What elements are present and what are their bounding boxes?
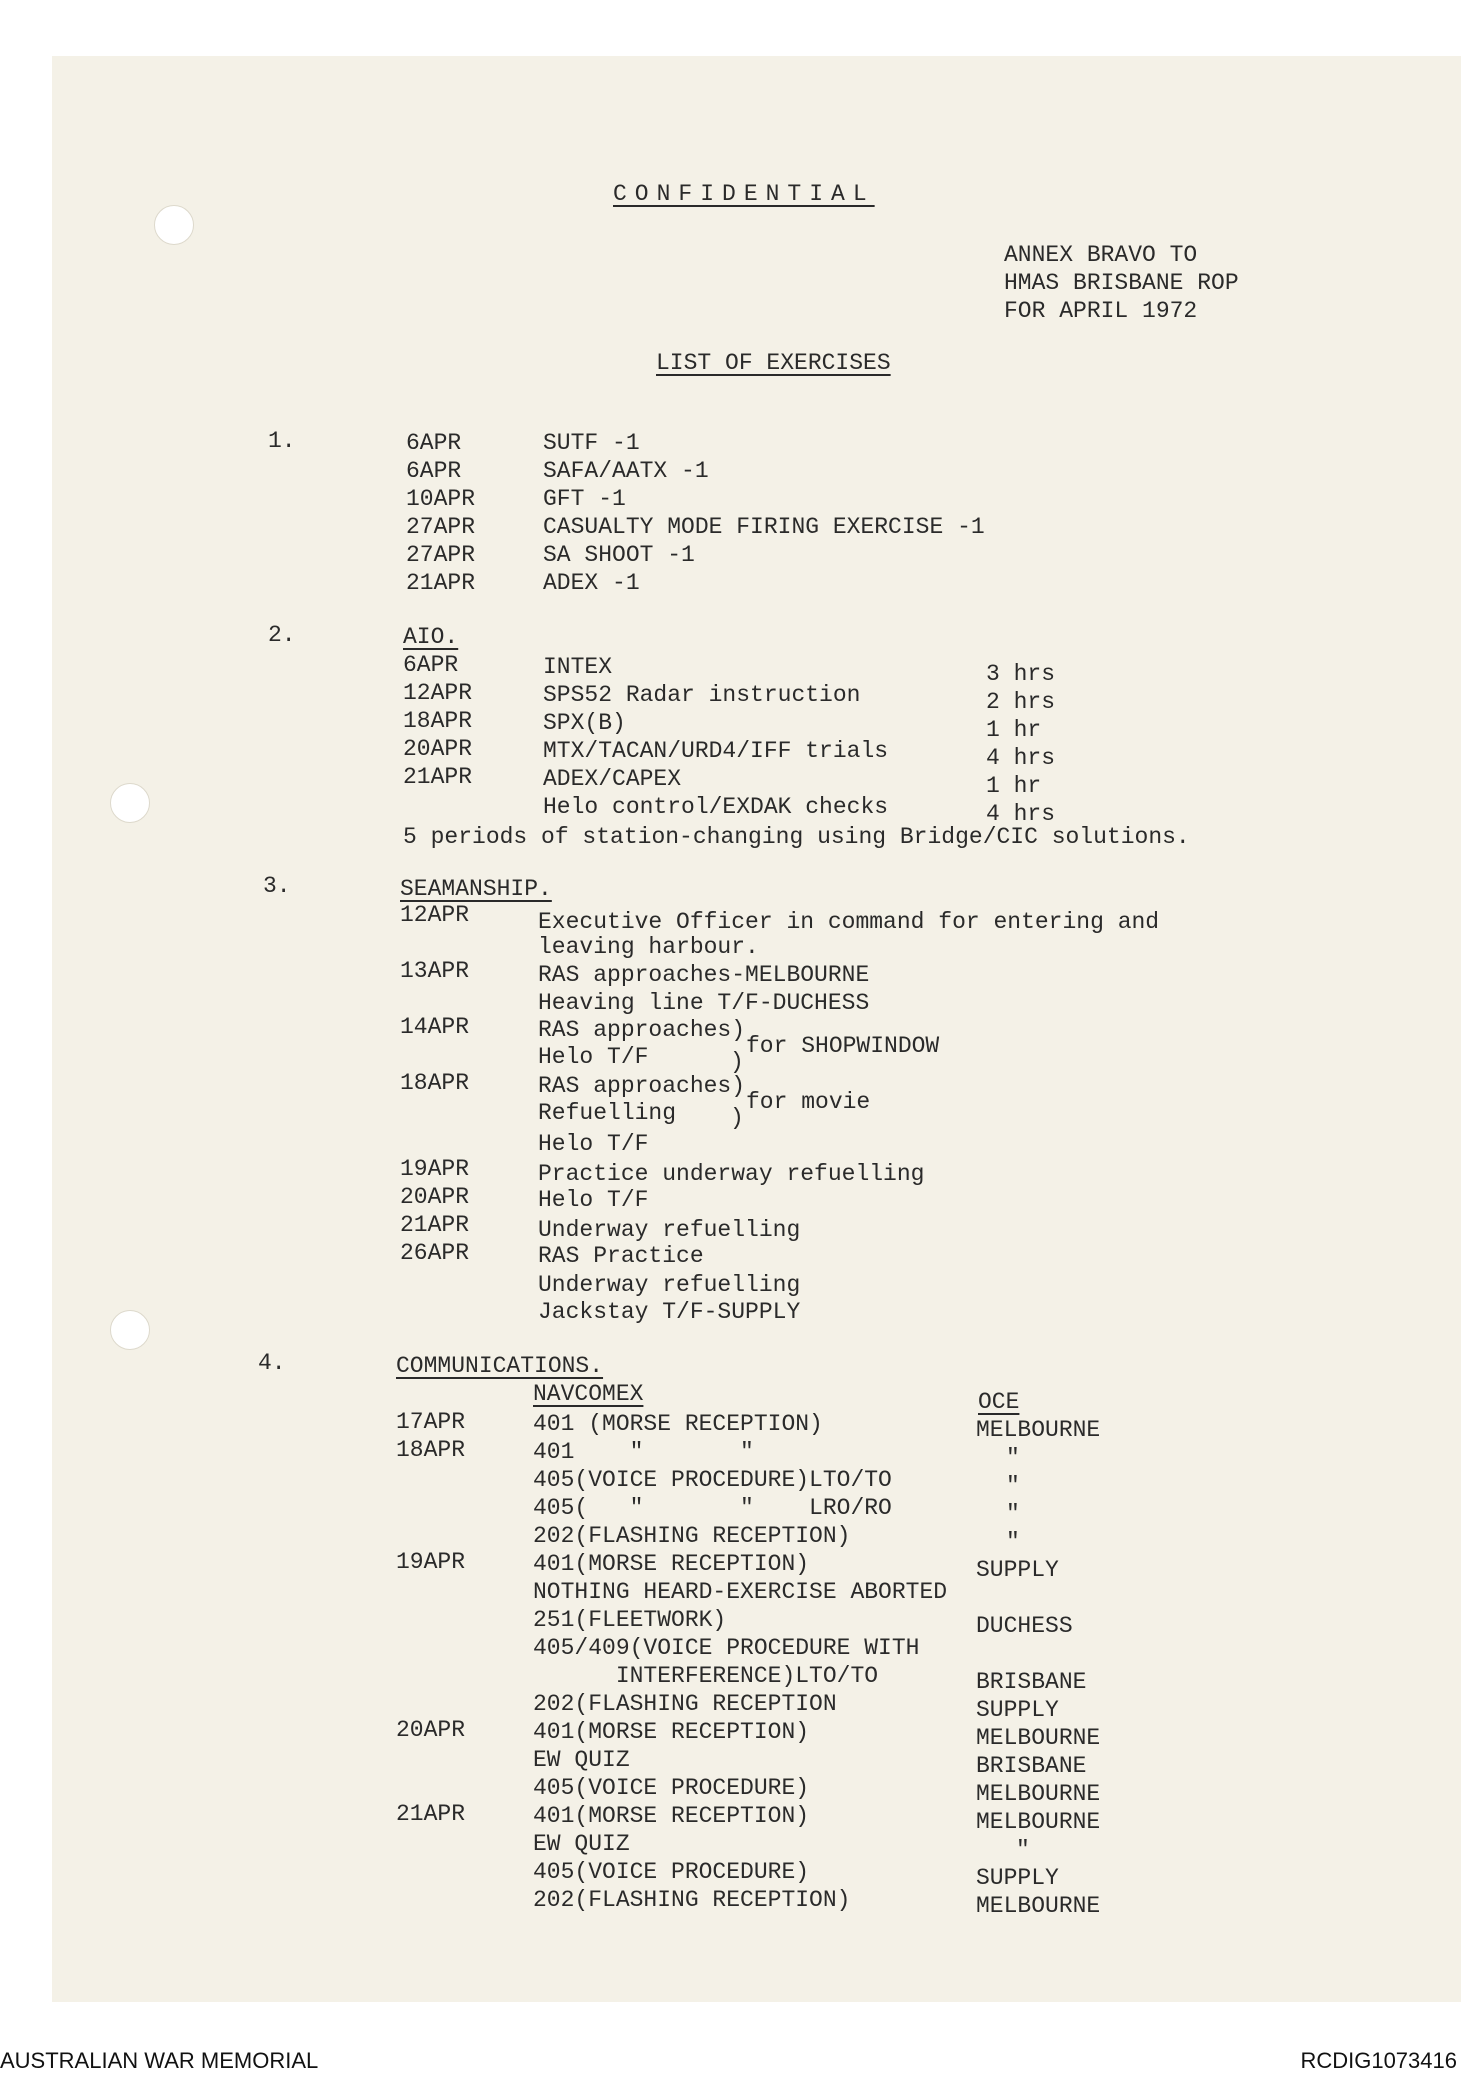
row-date: 18APR — [396, 1437, 466, 1463]
row-text: SPX(B) — [543, 710, 626, 736]
section-number: 3. — [263, 873, 291, 899]
column-header-oce: OCE — [978, 1389, 1020, 1415]
section-number: 1. — [268, 428, 296, 454]
annex-line-2: HMAS BRISBANE ROP — [1004, 270, 1239, 296]
row-date: 21APR — [403, 764, 473, 790]
row-oce: MELBOURNE — [976, 1725, 1101, 1751]
row-date: 10APR — [406, 486, 476, 512]
row-text: GFT -1 — [543, 486, 626, 512]
row-text: ADEX/CAPEX — [543, 766, 682, 792]
row-text: RAS approaches-MELBOURNE — [538, 962, 870, 988]
row-text: ADEX -1 — [543, 570, 640, 596]
row-text: INTERFERENCE)LTO/TO — [533, 1663, 879, 1689]
row-date: 18APR — [400, 1070, 470, 1096]
list-title: LIST OF EXERCISES — [656, 350, 891, 376]
row-text: Helo control/EXDAK checks — [543, 794, 889, 820]
row-text: Refuelling — [538, 1100, 677, 1126]
row-text: Helo T/F — [538, 1187, 649, 1213]
bracket-note: for SHOPWINDOW — [746, 1033, 940, 1059]
row-text: NOTHING HEARD-EXERCISE ABORTED — [533, 1579, 948, 1605]
row-text: 202(FLASHING RECEPTION) — [533, 1523, 851, 1549]
classification-title: CONFIDENTIAL — [613, 181, 875, 207]
row-date: 27APR — [406, 514, 476, 540]
row-date: 20APR — [403, 736, 473, 762]
row-date: 18APR — [403, 708, 473, 734]
row-oce: SUPPLY — [976, 1865, 1059, 1891]
row-text: Heaving line T/F-DUCHESS — [538, 990, 870, 1016]
row-time: 1 hr — [986, 773, 1042, 799]
row-date: 13APR — [400, 958, 470, 984]
punch-hole — [110, 1310, 150, 1350]
row-text: RAS Practice — [538, 1243, 704, 1269]
footer-archive-name: AUSTRALIAN WAR MEMORIAL — [0, 2048, 319, 2073]
bracket-note: for movie — [746, 1089, 871, 1115]
row-oce: SUPPLY — [976, 1697, 1059, 1723]
row-oce: BRISBANE — [976, 1669, 1087, 1695]
column-header-navcomex: NAVCOMEX — [533, 1381, 644, 1407]
section-number: 2. — [268, 622, 296, 648]
row-date: 12APR — [400, 902, 470, 928]
row-date: 27APR — [406, 542, 476, 568]
row-date: 6APR — [406, 430, 462, 456]
row-text: Underway refuelling — [538, 1217, 801, 1243]
row-oce: BRISBANE — [976, 1753, 1087, 1779]
row-text: RAS approaches) — [538, 1017, 746, 1043]
row-time: 4 hrs — [986, 801, 1056, 827]
row-date: 21APR — [406, 570, 476, 596]
row-date: 6APR — [406, 458, 462, 484]
annex-line-3: FOR APRIL 1972 — [1004, 298, 1198, 324]
row-date: 21APR — [396, 1801, 466, 1827]
row-text: SAFA/AATX -1 — [543, 458, 709, 484]
row-time: 2 hrs — [986, 689, 1056, 715]
row-oce: MELBOURNE — [976, 1781, 1101, 1807]
row-text: 405/409(VOICE PROCEDURE WITH — [533, 1635, 920, 1661]
section-heading: AIO. — [403, 624, 459, 650]
row-text: 405( " " LRO/RO — [533, 1495, 892, 1521]
row-text: 401 " " — [533, 1439, 754, 1465]
row-oce: MELBOURNE — [976, 1893, 1101, 1919]
punch-hole — [110, 783, 150, 823]
row-date: 20APR — [396, 1717, 466, 1743]
row-text: 405(VOICE PROCEDURE) — [533, 1859, 810, 1885]
section-heading: SEAMANSHIP. — [400, 876, 552, 902]
row-text: 401(MORSE RECEPTION) — [533, 1551, 810, 1577]
row-text: 202(FLASHING RECEPTION — [533, 1691, 837, 1717]
row-date: 14APR — [400, 1014, 470, 1040]
row-text: 401(MORSE RECEPTION) — [533, 1803, 810, 1829]
row-text: INTEX — [543, 654, 613, 680]
row-text: Practice underway refuelling — [538, 1161, 925, 1187]
row-date: 20APR — [400, 1184, 470, 1210]
row-date: 6APR — [403, 652, 459, 678]
row-text: leaving harbour. — [538, 934, 759, 960]
row-time: 4 hrs — [986, 745, 1056, 771]
row-oce: " — [1016, 1837, 1030, 1863]
row-text: SPS52 Radar instruction — [543, 682, 861, 708]
row-oce: MELBOURNE — [976, 1809, 1101, 1835]
row-oce: " — [1006, 1445, 1020, 1471]
row-text: 251(FLEETWORK) — [533, 1607, 727, 1633]
row-text: 405(VOICE PROCEDURE) — [533, 1775, 810, 1801]
row-time: 3 hrs — [986, 661, 1056, 687]
row-text: Helo T/F — [538, 1131, 649, 1157]
row-text: RAS approaches) — [538, 1073, 746, 1099]
bracket-mark: ) — [730, 1049, 744, 1075]
row-date: 26APR — [400, 1240, 470, 1266]
row-text: 202(FLASHING RECEPTION) — [533, 1887, 851, 1913]
row-text: EW QUIZ — [533, 1747, 630, 1773]
row-oce: " — [1006, 1473, 1020, 1499]
row-text: 401(MORSE RECEPTION) — [533, 1719, 810, 1745]
row-text: Underway refuelling — [538, 1272, 801, 1298]
row-oce: SUPPLY — [976, 1557, 1059, 1583]
section-number: 4. — [258, 1350, 286, 1376]
row-date: 21APR — [400, 1212, 470, 1238]
row-date: 19APR — [396, 1549, 466, 1575]
row-text: Executive Officer in command for entering and — [538, 909, 1160, 935]
row-date: 12APR — [403, 680, 473, 706]
row-text: EW QUIZ — [533, 1831, 630, 1857]
punch-hole — [154, 205, 194, 245]
section-note: 5 periods of station-changing using Bridge/CIC solutions. — [403, 824, 1190, 850]
row-date: 19APR — [400, 1156, 470, 1182]
row-date: 17APR — [396, 1409, 466, 1435]
row-text: SUTF -1 — [543, 430, 640, 456]
row-text: MTX/TACAN/URD4/IFF trials — [543, 738, 889, 764]
row-text: 405(VOICE PROCEDURE)LTO/TO — [533, 1467, 892, 1493]
row-text: Helo T/F — [538, 1044, 649, 1070]
footer-record-id: RCDIG1073416 — [1300, 2048, 1457, 2073]
row-text: SA SHOOT -1 — [543, 542, 695, 568]
row-time: 1 hr — [986, 717, 1042, 743]
row-oce: " — [1006, 1529, 1020, 1555]
row-oce: DUCHESS — [976, 1613, 1073, 1639]
row-oce: " — [1006, 1501, 1020, 1527]
section-heading: COMMUNICATIONS. — [396, 1353, 604, 1379]
row-oce: MELBOURNE — [976, 1417, 1101, 1443]
annex-line-1: ANNEX BRAVO TO — [1004, 242, 1198, 268]
row-text: 401 (MORSE RECEPTION) — [533, 1411, 823, 1437]
row-text: CASUALTY MODE FIRING EXERCISE -1 — [543, 514, 985, 540]
row-text: Jackstay T/F-SUPPLY — [538, 1299, 801, 1325]
bracket-mark: ) — [730, 1105, 744, 1131]
